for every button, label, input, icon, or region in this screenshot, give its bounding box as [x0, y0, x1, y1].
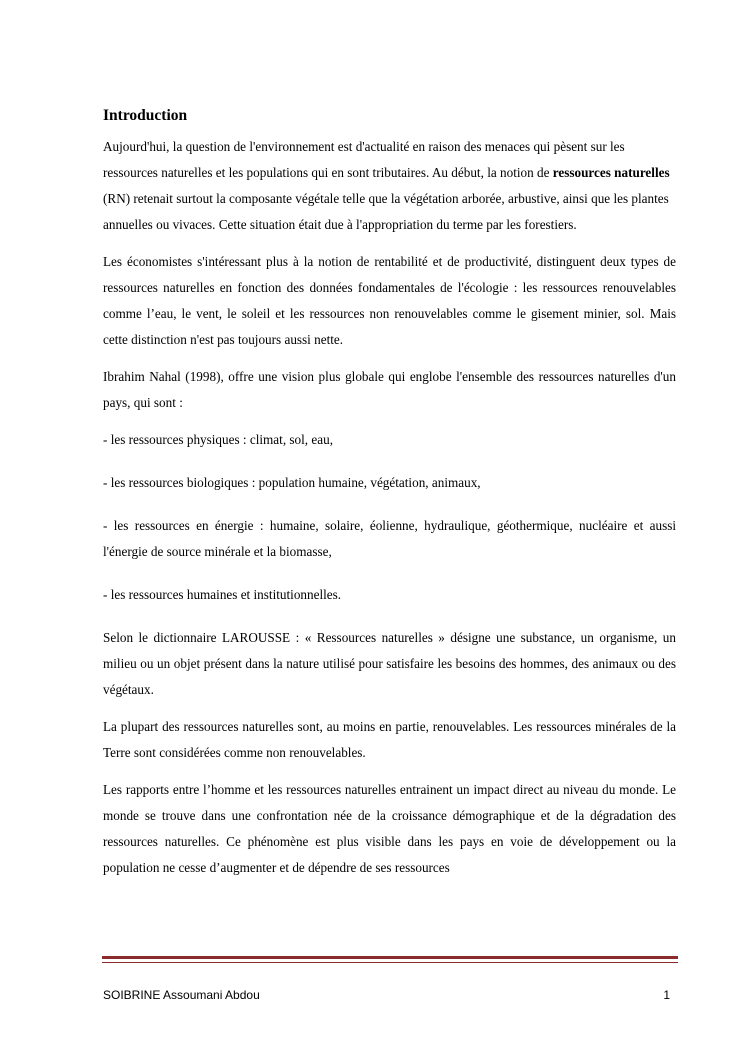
list-item: - les ressources humaines et institutionnelles. — [103, 587, 342, 602]
paragraph-impact: Les rapports entre l’homme et les ressources naturelles entrainent un impact direct au niveau du monde. Le monde se trouve dans une confrontation née de la croissance démographique et de la dégradation des ressources naturelles. Ce phénomène est plus visible dans les pays en voie de développement ou la population ne cesse d’augmenter et de dépendre de ses ressources — [103, 782, 676, 875]
footer-author: SOIBRINE Assoumani Abdou — [103, 988, 260, 1002]
paragraph-renewable: La plupart des ressources naturelles sont, au moins en partie, renouvelables. Les ressources minérales de la Terre sont considérées comme non renouvelables. — [103, 719, 676, 760]
paragraph-intro-end: (RN) retenait surtout la composante végétale telle que la végétation arborée, arbustive, ainsi que les plantes annuelles ou vivaces. Cette situation était due à l'appropriation du terme par les forestiers. — [103, 191, 669, 232]
bold-term: ressources naturelles — [552, 165, 670, 180]
footer-rule-thin — [102, 962, 678, 963]
paragraph-economists: Les économistes s'intéressant plus à la notion de rentabilité et de productivité, distinguent deux types de ressources naturelles en fonction des données fondamentales de l'écologie : les ressources renouvelables comme l’eau, le vent, le soleil et les ressources non renouvelables comme le gisement minier, sol. Mais cette distinction n'est pas toujours aussi nette. — [103, 254, 676, 347]
paragraph-intro-start: Aujourd'hui, la question de l'environnement est d'actualité en raison des menaces qui pèsent sur les ressources naturelles et les populations qui en sont tributaires. Au début, la notion de — [103, 139, 625, 180]
list-item: - les ressources physiques : climat, sol, eau, — [103, 432, 333, 447]
paragraph-intro — [103, 134, 676, 238]
page-number: 1 — [663, 988, 670, 1002]
paragraph-larousse: Selon le dictionnaire LAROUSSE : « Ressources naturelles » désigne une substance, un organisme, un milieu ou un objet présent dans la nature utilisé pour satisfaire les besoins des hommes, des animaux ou des végétaux. — [103, 630, 676, 697]
section-heading: Introduction — [103, 107, 188, 124]
page-body — [103, 104, 676, 892]
list-item: - les ressources biologiques : population humaine, végétation, animaux, — [103, 475, 481, 490]
list-item: - les ressources en énergie : humaine, solaire, éolienne, hydraulique, géothermique, nucléaire et aussi l'énergie de source minérale et la biomasse, — [103, 518, 676, 559]
paragraph-nahal: Ibrahim Nahal (1998), offre une vision plus globale qui englobe l'ensemble des ressources naturelles d'un pays, qui sont : — [103, 369, 676, 410]
footer-rule-thick — [102, 956, 678, 959]
